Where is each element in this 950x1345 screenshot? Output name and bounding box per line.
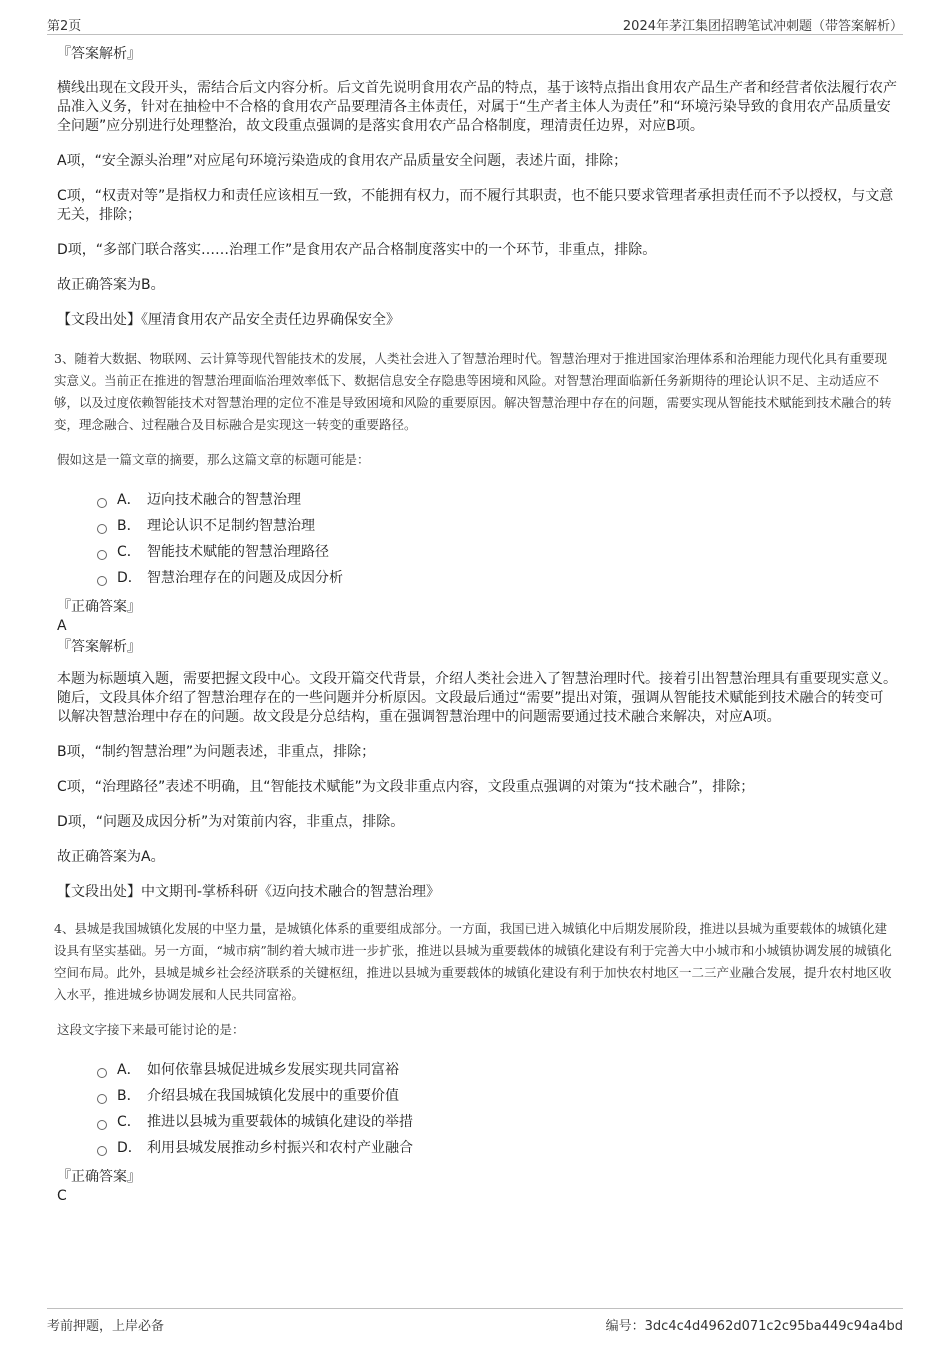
analysis-paragraph: A项，“安全源头治理”对应尾句环境污染造成的食用农产品质量安全问题，表述片面，排除； xyxy=(57,153,628,169)
page-header xyxy=(47,12,903,35)
option-b[interactable]: B． 介绍县城在我国城镇化发展中的重要价值 xyxy=(97,1083,897,1109)
option-a[interactable]: A． 迈向技术融合的智慧治理 xyxy=(97,487,897,513)
analysis-paragraph: D项，“问题及成因分析”为对策前内容，非重点，排除。 xyxy=(57,814,405,830)
question-prompt: 这段文字接下来最可能讨论的是： xyxy=(57,1022,245,1037)
analysis-label: 『答案解析』 xyxy=(57,639,141,655)
option-a[interactable]: A． 如何依靠县城促进城乡发展实现共同富裕 xyxy=(97,1057,897,1083)
analysis-paragraph: 本题为标题填入题，需要把握文段中心。文段开篇交代背景，介绍人类社会进入了智慧治理时代。接着引出智慧治理具有重要现实意义。随后，文段具体介绍了智慧治理存在的一些问题并分析原因。文段最后通过“需要”提出对策，强调从智能技术赋能到技术融合的转变可以解决智慧治理中存在的问题。故文段是分总结构，重在强调智慧治理中的问题需要通过技术融合来解决，对应A项。 xyxy=(57,671,897,725)
question-4 xyxy=(54,918,897,1205)
radio-icon[interactable] xyxy=(97,498,107,508)
radio-icon[interactable] xyxy=(97,550,107,560)
radio-icon[interactable] xyxy=(97,524,107,534)
analysis-paragraph: C项，“权责对等”是指权力和责任应该相互一致，不能拥有权力，而不履行其职责，也不能只要求管理者承担责任而不予以授权，与文意无关，排除； xyxy=(57,188,894,223)
source-citation: 【文段出处】《厘清食用农产品安全责任边界确保安全》 xyxy=(57,312,400,328)
question-text: 4、县城是我国城镇化发展的中坚力量，是城镇化体系的重要组成部分。一方面，我国已进入城镇化中后期发展阶段，推进以县城为重要载体的城镇化建设具有坚实基础。另一方面，“城市病”制约着大城市进一步扩张，推进以县城为重要载体的城镇化建设有利于完善大中小城市和小城镇协调发展的城镇化空间布局。此外，县城是城乡社会经济联系的关键枢纽，推进以县城为重要载体的城镇化建设有利于加快农村地区一二三产业融合发展，提升农村地区收入水平，推进城乡协调发展和人民共同富裕。 xyxy=(54,921,892,1002)
document-title: 2024年茅江集团招聘笔试冲刺题（带答案解析） xyxy=(622,19,903,34)
analysis-label: 『答案解析』 xyxy=(57,46,141,62)
radio-icon[interactable] xyxy=(97,1120,107,1130)
option-list xyxy=(97,1057,897,1161)
question-text: 3、随着大数据、物联网、云计算等现代智能技术的发展，人类社会进入了智慧治理时代。智慧治理对于推进国家治理体系和治理能力现代化具有重要现实意义。当前正在推进的智慧治理面临治理效率低下、数据信息安全存隐患等困境和风险。对智慧治理面临新任务新期待的理论认识不足、主动适应不够，以及过度依赖智能技术对智慧治理的定位不准是导致困境和风险的重要原因。解决智慧治理中存在的问题，需要实现从智能技术赋能到技术融合的转变，理念融合、过程融合及目标融合是实现这一转变的重要路径。 xyxy=(54,351,892,432)
correct-answer: C xyxy=(57,1188,67,1204)
option-list xyxy=(97,487,897,591)
option-b[interactable]: B． 理论认识不足制约智慧治理 xyxy=(97,513,897,539)
footer-slogan: 考前押题，上岸必备 xyxy=(47,1319,165,1334)
option-d[interactable]: D． 智慧治理存在的问题及成因分析 xyxy=(97,565,897,591)
document-id: 编号：3dc4c4d4962d071c2c95ba449c94a4bd xyxy=(605,1319,903,1334)
correct-answer: A xyxy=(57,618,67,634)
option-c[interactable]: C． 推进以县城为重要载体的城镇化建设的举措 xyxy=(97,1109,897,1135)
analysis-paragraph: B项，“制约智慧治理”为问题表述，非重点，排除； xyxy=(57,744,376,760)
source-citation: 【文段出处】中文期刊-掌桥科研《迈向技术融合的智慧治理》 xyxy=(57,884,441,900)
top-analysis-section xyxy=(57,44,897,330)
analysis-paragraph: D项，“多部门联合落实……治理工作”是食用农产品合格制度落实中的一个环节，非重点，排除。 xyxy=(57,242,657,258)
answer-label: 『正确答案』 xyxy=(57,1169,141,1185)
radio-icon[interactable] xyxy=(97,576,107,586)
answer-label: 『正确答案』 xyxy=(57,599,141,615)
radio-icon[interactable] xyxy=(97,1068,107,1078)
question-3 xyxy=(54,348,897,902)
analysis-paragraph: C项，“治理路径”表述不明确，且“智能技术赋能”为文段非重点内容，文段重点强调的对策为“技术融合”，排除； xyxy=(57,779,755,795)
analysis-paragraph: 横线出现在文段开头，需结合后文内容分析。后文首先说明食用农产品的特点，基于该特点指出食用农产品生产者和经营者依法履行农产品准入义务，针对在抽检中不合格的食用农产品要理清各主体责任，对属于“生产者主体人为责任”和“环境污染导致的食用农产品质量安全问题”应分别进行处理整治，故文段重点强调的是落实食用农产品合格制度，理清责任边界，对应B项。 xyxy=(57,80,897,134)
radio-icon[interactable] xyxy=(97,1146,107,1156)
document-body xyxy=(54,44,897,1205)
option-d[interactable]: D． 利用县城发展推动乡村振兴和农村产业融合 xyxy=(97,1135,897,1161)
page-number: 第2页 xyxy=(47,19,82,34)
page-footer xyxy=(47,1308,903,1337)
question-prompt: 假如这是一篇文章的摘要，那么这篇文章的标题可能是： xyxy=(57,452,370,467)
analysis-paragraph: 故正确答案为A。 xyxy=(57,849,165,865)
option-c[interactable]: C． 智能技术赋能的智慧治理路径 xyxy=(97,539,897,565)
radio-icon[interactable] xyxy=(97,1094,107,1104)
analysis-paragraph: 故正确答案为B。 xyxy=(57,277,165,293)
